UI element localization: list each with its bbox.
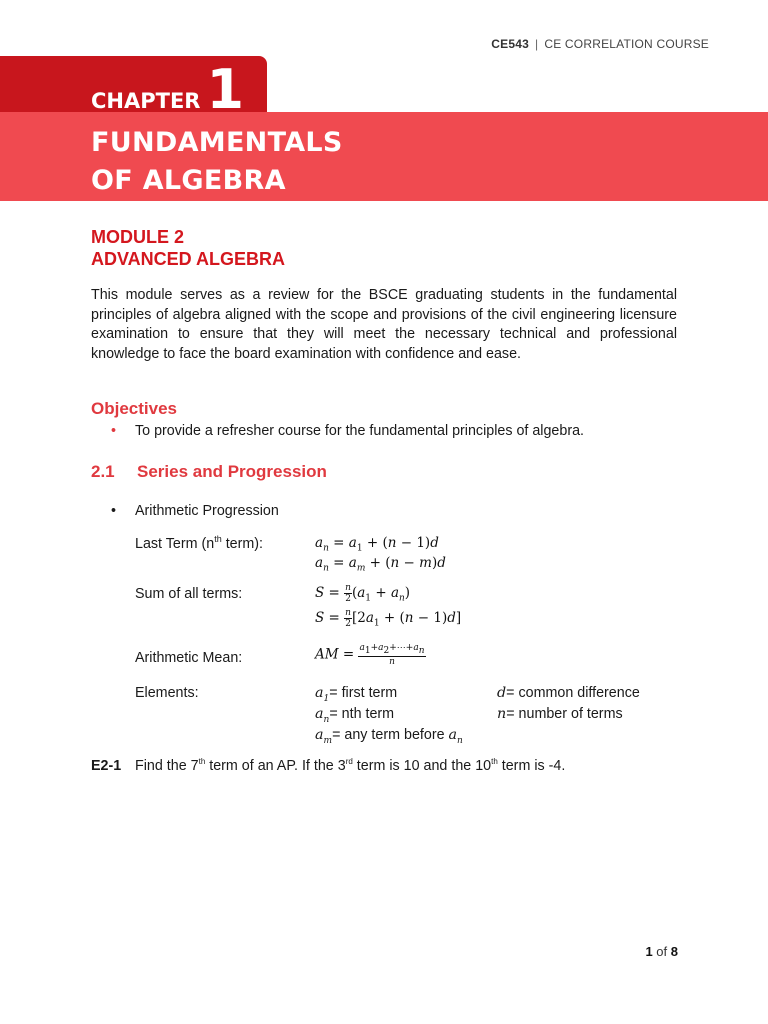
element-first-term: $a_1=$ first term — [315, 685, 398, 704]
course-code: CE543 — [491, 37, 529, 51]
formula-sum-1: S = $\frac{n}{2}$ $(a_1 + a_n)$ — [315, 583, 411, 604]
objectives-heading: Objectives — [91, 399, 177, 418]
course-header — [0, 37, 709, 51]
bullet-icon: • — [111, 503, 117, 519]
element-nth-term: $a_n=$ nth term — [315, 706, 395, 725]
bullet-icon: • — [111, 423, 117, 439]
objective-item — [111, 423, 584, 439]
element-common-difference: d= common difference — [497, 685, 640, 701]
chapter-word: CHAPTER — [91, 89, 201, 113]
formula-last-term-2: $a_n = a_m + (n - m)d$ — [315, 555, 446, 574]
elements-label: Elements: — [135, 685, 199, 701]
section-heading — [91, 462, 327, 482]
topic-item — [111, 503, 279, 519]
example-id: E2-1 — [91, 757, 122, 774]
last-term-label: Last Term ($n^{th}$ term): — [135, 534, 264, 552]
header-separator: | — [535, 37, 539, 51]
page-number: 1 of 8 — [645, 944, 678, 959]
formula-sum-2: S = $\frac{n}{2}$ $[2a_1 + (n - 1)d]$ — [315, 608, 462, 629]
chapter-number: 1 — [206, 58, 245, 121]
formula-last-term-1: $a_n = a_1 + (n - 1)d$ — [315, 535, 439, 554]
element-any-term: $a_m=$ any term before $a_n$ — [315, 727, 463, 746]
formula-mean: AM = $\frac{a_1+a_2+\cdots+a_n}{n}$ — [315, 643, 425, 667]
chapter-label — [91, 58, 245, 121]
chapter-title-line2: OF ALGEBRA — [91, 165, 286, 196]
course-name: CE CORRELATION COURSE — [544, 37, 709, 51]
module-number: MODULE 2 — [91, 227, 185, 247]
module-intro: This module serves as a review for the BSCE graduating students in the fundamental principles of algebra aligned with the scope and provisions of the civil engineering licensure examination to ensure that they will meet the necessary technical and professional knowledge to face the board examination with confidence and ease. — [91, 287, 677, 362]
section-title: Series and Progression — [137, 462, 327, 481]
topic-text: Arithmetic Progression — [135, 503, 279, 519]
chapter-title-line1: FUNDAMENTALS — [91, 127, 343, 158]
example-e2-1: E2-1 Find the 7th term of an AP. If the 3rd term is 10 and the 10th term is -4. — [91, 757, 566, 774]
element-number-of-terms: n= number of terms — [497, 706, 623, 722]
section-number: 2.1 — [91, 462, 115, 481]
sum-label: Sum of all terms: — [135, 586, 243, 602]
objective-text: To provide a refresher course for the fundamental principles of algebra. — [135, 423, 585, 439]
mean-label: Arithmetic Mean: — [135, 650, 243, 666]
chapter-title — [91, 124, 343, 200]
module-title: ADVANCED ALGEBRA — [91, 249, 286, 269]
